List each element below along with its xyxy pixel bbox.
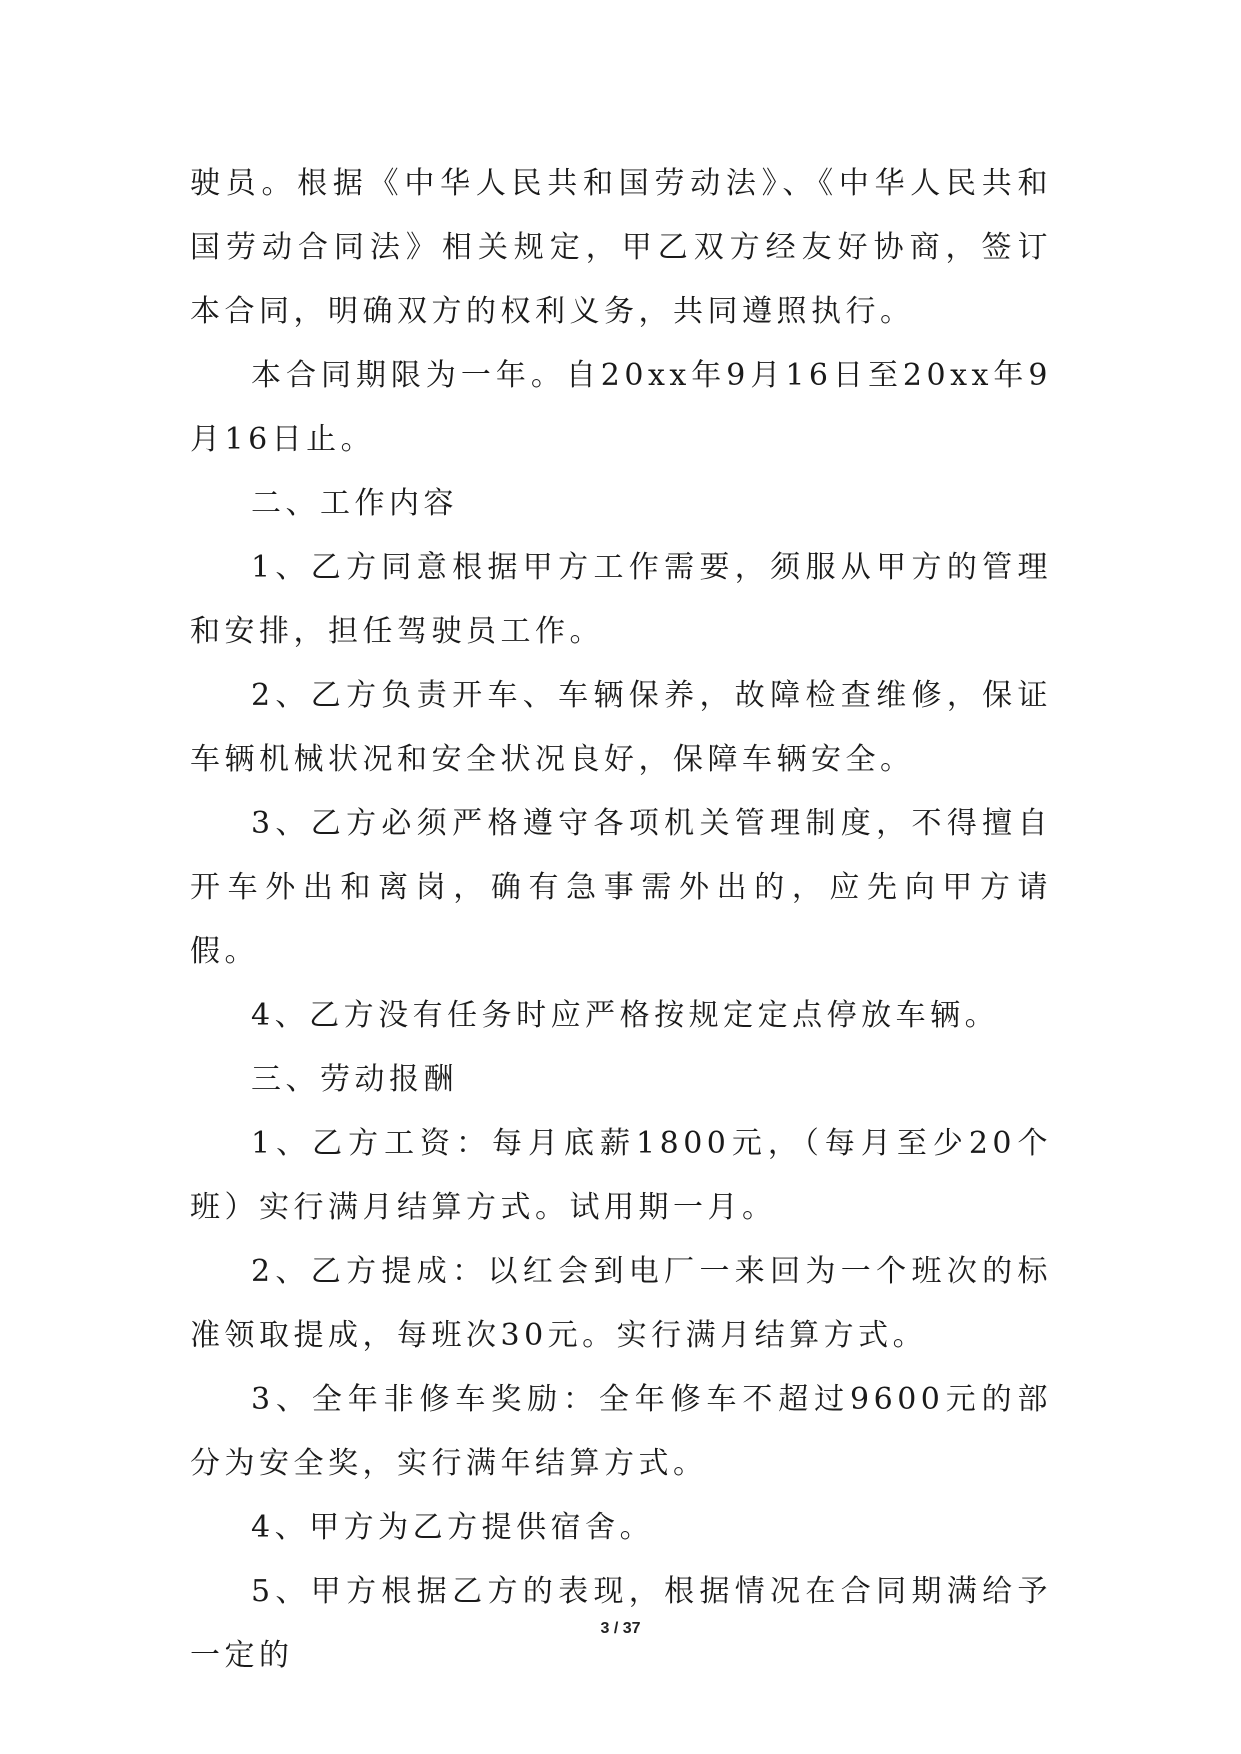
paragraph-work-item-1: 1、乙方同意根据甲方工作需要，须服从甲方的管理和安排，担任驾驶员工作。: [190, 550, 1052, 649]
section-heading-work-content: 二、工作内容: [251, 486, 458, 521]
section-heading-remuneration: 三、劳动报酬: [251, 1062, 458, 1097]
paragraph-contract-term: 本合同期限为一年。自20xx年9月16日至20xx年9月16日止。: [190, 358, 1052, 457]
paragraph-work-item-4: 4、乙方没有任务时应严格按规定定点停放车辆。: [251, 998, 1000, 1033]
paragraph-pay-item-3: 3、全年非修车奖励：全年修车不超过9600元的部分为安全奖，实行满年结算方式。: [190, 1382, 1052, 1481]
page-number: 3 / 37: [600, 1620, 641, 1637]
paragraph-pay-item-2: 2、乙方提成：以红会到电厂一来回为一个班次的标准领取提成，每班次30元。实行满月结算方式。: [190, 1254, 1052, 1353]
paragraph-intro-continued: 驶员。根据《中华人民共和国劳动法》、《中华人民共和国劳动合同法》相关规定，甲乙双方经友好协商，签订本合同，明确双方的权利义务，共同遵照执行。: [190, 166, 1052, 329]
paragraph-pay-item-4: 4、甲方为乙方提供宿舍。: [251, 1510, 655, 1545]
paragraph-pay-item-1: 1、乙方工资：每月底薪1800元，（每月至少20个班）实行满月结算方式。试用期一月。: [190, 1126, 1052, 1225]
paragraph-pay-item-5: 5、甲方根据乙方的表现，根据情况在合同期满给予一定的: [190, 1574, 1052, 1673]
document-body: [190, 152, 1052, 1688]
paragraph-work-item-2: 2、乙方负责开车、车辆保养，故障检查维修，保证车辆机械状况和安全状况良好，保障车辆安全。: [190, 678, 1052, 777]
paragraph-work-item-3: 3、乙方必须严格遵守各项机关管理制度，不得擅自开车外出和离岗，确有急事需外出的，应先向甲方请假。: [190, 806, 1052, 969]
